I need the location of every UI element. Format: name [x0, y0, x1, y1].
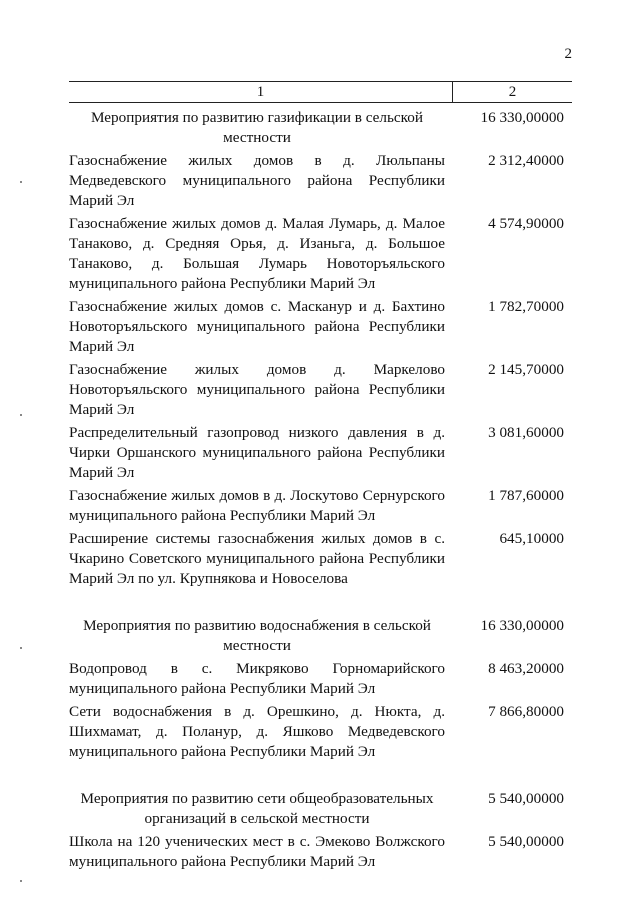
item-text: Газоснабжение жилых домов в д. Лоскутово Сернурского муниципального района Республики Марий Эл	[69, 487, 445, 524]
table-row	[69, 659, 572, 699]
table-row	[69, 360, 572, 420]
table-body	[69, 108, 572, 875]
table-row	[69, 297, 572, 357]
table-row	[69, 702, 572, 762]
scan-mark	[20, 880, 22, 882]
table-row	[69, 423, 572, 483]
table-header-col1: 1	[69, 82, 453, 102]
section-heading-text: Мероприятия по развитию газификации в сельской местности	[90, 109, 424, 146]
scan-mark	[20, 414, 22, 416]
section-heading-text: Мероприятия по развитию водоснабжения в сельской местности	[83, 617, 431, 654]
table-row	[69, 151, 572, 211]
item-value: 2 145,70000	[488, 361, 564, 378]
item-value: 7 866,80000	[488, 703, 564, 720]
table-row	[69, 832, 572, 872]
table-header-col2: 2	[508, 84, 517, 100]
item-value: 645,10000	[499, 530, 564, 547]
scan-mark	[20, 181, 22, 183]
item-text: Школа на 120 ученических мест в с. Эмеково Волжского муниципального района Республики Марий Эл	[69, 833, 445, 870]
item-value: 4 574,90000	[488, 215, 564, 232]
section-total: 16 330,00000	[480, 109, 564, 126]
page-number: 2	[564, 46, 572, 62]
section-total: 16 330,00000	[480, 617, 564, 634]
item-value: 8 463,20000	[488, 660, 564, 677]
section-heading-water-supply	[69, 616, 572, 656]
item-value: 5 540,00000	[488, 833, 564, 850]
table-row	[69, 214, 572, 294]
item-text: Расширение системы газоснабжения жилых домов в с. Чкарино Советского муниципального района Республики Марий Эл по ул. Крупнякова и Новоселова	[69, 530, 445, 587]
table-row	[69, 486, 572, 526]
scan-mark	[20, 647, 22, 649]
table-row	[69, 529, 572, 589]
item-text: Сети водоснабжения в д. Орешкино, д. Нюкта, д. Шихмамат, д. Поланур, д. Яшково Медведевского муниципального района Республики Марий Эл	[69, 703, 445, 760]
item-text: Газоснабжение жилых домов с. Масканур и д. Бахтино Новоторъяльского муниципального района Республики Марий Эл	[69, 298, 445, 355]
section-heading-text: Мероприятия по развитию сети общеобразовательных организаций в сельской местности	[80, 790, 434, 827]
section-total: 5 540,00000	[488, 790, 564, 807]
item-text: Распределительный газопровод низкого давления в д. Чирки Оршанского муниципального района Республики Марий Эл	[69, 424, 445, 481]
section-spacer	[69, 765, 572, 789]
table-header	[69, 81, 572, 103]
item-text: Газоснабжение жилых домов в д. Люльпаны Медведевского муниципального района Республики Марий Эл	[69, 152, 445, 209]
item-value: 3 081,60000	[488, 424, 564, 441]
section-heading-gasification	[69, 108, 572, 148]
section-spacer	[69, 592, 572, 616]
item-value: 1 782,70000	[488, 298, 564, 315]
item-text: Газоснабжение жилых домов д. Маркелово Новоторъяльского муниципального района Республики Марий Эл	[69, 361, 445, 418]
item-value: 1 787,60000	[488, 487, 564, 504]
item-value: 2 312,40000	[488, 152, 564, 169]
item-text: Газоснабжение жилых домов д. Малая Лумарь, д. Малое Танаково, д. Средняя Орья, д. Изаньга, д. Большое Танаково, д. Большая Лумарь Новоторъяльского муниципального района Республики Марий Эл	[69, 215, 445, 292]
item-text: Водопровод в с. Микряково Горномарийского муниципального района Республики Марий Эл	[69, 660, 445, 697]
section-heading-schools	[69, 789, 572, 829]
